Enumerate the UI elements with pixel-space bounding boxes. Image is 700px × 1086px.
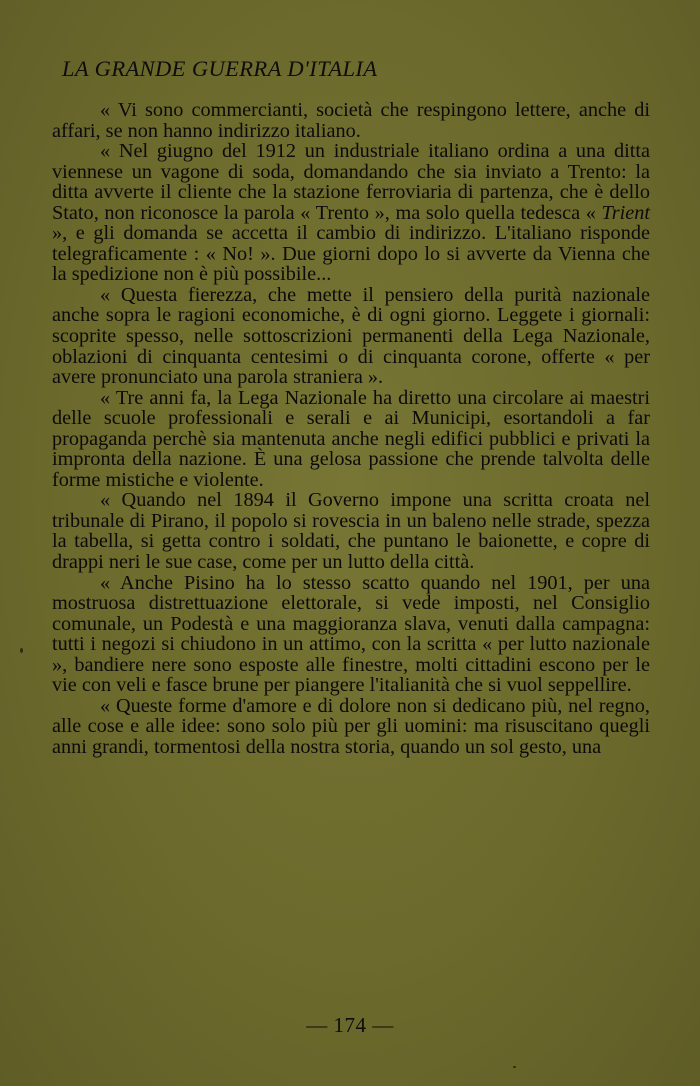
- page-number: — 174 —: [306, 1013, 394, 1037]
- paragraph-7: « Queste forme d'amore e di dolore non si dedicano più, nel regno, alle cose e alle idee: sono solo più per gli uomini: ma risuscitano quegli anni grandi, tormentosi della nostra storia, quando un sol gesto, una: [52, 694, 650, 758]
- paragraph-6: « Anche Pisino ha lo stesso scatto quando nel 1901, per una mostruosa distrettuazione elettorale, si vede imposti, nel Consiglio comunale, un Podestà e una maggioranza slava, venuti dalla campagna: tutti i negozi si chiudono in un attimo, con la scritta « per lutto nazionale », bandiere nere sono esposte alle finestre, molti cittadini escono per le vie con veli e fasce brune per piangere l'italianità che si vuol seppellire.: [52, 571, 650, 697]
- body-text: [52, 100, 650, 758]
- running-head: LA GRANDE GUERRA D'ITALIA: [62, 56, 378, 81]
- paragraph-2-part-2: », e gli domanda se accetta il cambio di indirizzo. L'italiano risponde telegraficamente : « No! ». Due giorni dopo lo si avverte da Vienna che la spedizione non è più possibile...: [52, 222, 650, 286]
- paper-speck: [20, 648, 23, 653]
- paragraph-3: « Questa fierezza, che mette il pensiero della purità nazionale anche sopra le ragioni economiche, è di ogni giorno. Leggete i giornali: scoprite spesso, nelle sottoscrizioni permanenti della Lega Nazionale, oblazioni di cinquanta centesimi o di cinquanta corone, offerte « per avere pronunciato una parola straniera ».: [52, 283, 650, 389]
- paragraph-1: « Vi sono commercianti, società che respingono lettere, anche di affari, se non hanno indirizzo italiano.: [52, 99, 650, 142]
- paragraph-2: [52, 141, 650, 285]
- paper-speck: [513, 1066, 516, 1068]
- paragraph-4: « Tre anni fa, la Lega Nazionale ha diretto una circolare ai maestri delle scuole professionali e serali e ai Municipi, esortandoli a far propaganda perchè sia mantenuta anche negli edifici pubblici e privati la impronta della nazione. È una gelosa passione che prende talvolta delle forme mistiche e violente.: [52, 386, 650, 491]
- paragraph-5: « Quando nel 1894 il Governo impone una scritta croata nel tribunale di Pirano, il popolo si rovescia in un baleno nelle strade, spezza la tabella, si getta contro i soldati, che puntano le baionette, e copre di drappi neri le sue case, come per un lutto della città.: [52, 489, 650, 574]
- paragraph-2-italic-word: Trient: [601, 201, 650, 224]
- paragraph-2-part-1: « Nel giugno del 1912 un industriale italiano ordina a una ditta viennese un vagone di soda, domandando che sia inviato a Trento: la ditta avverte il cliente che la stazione ferroviaria di partenza, che è dello Stato, non riconosce la parola « Trento », ma solo quella tedesca «: [52, 140, 650, 224]
